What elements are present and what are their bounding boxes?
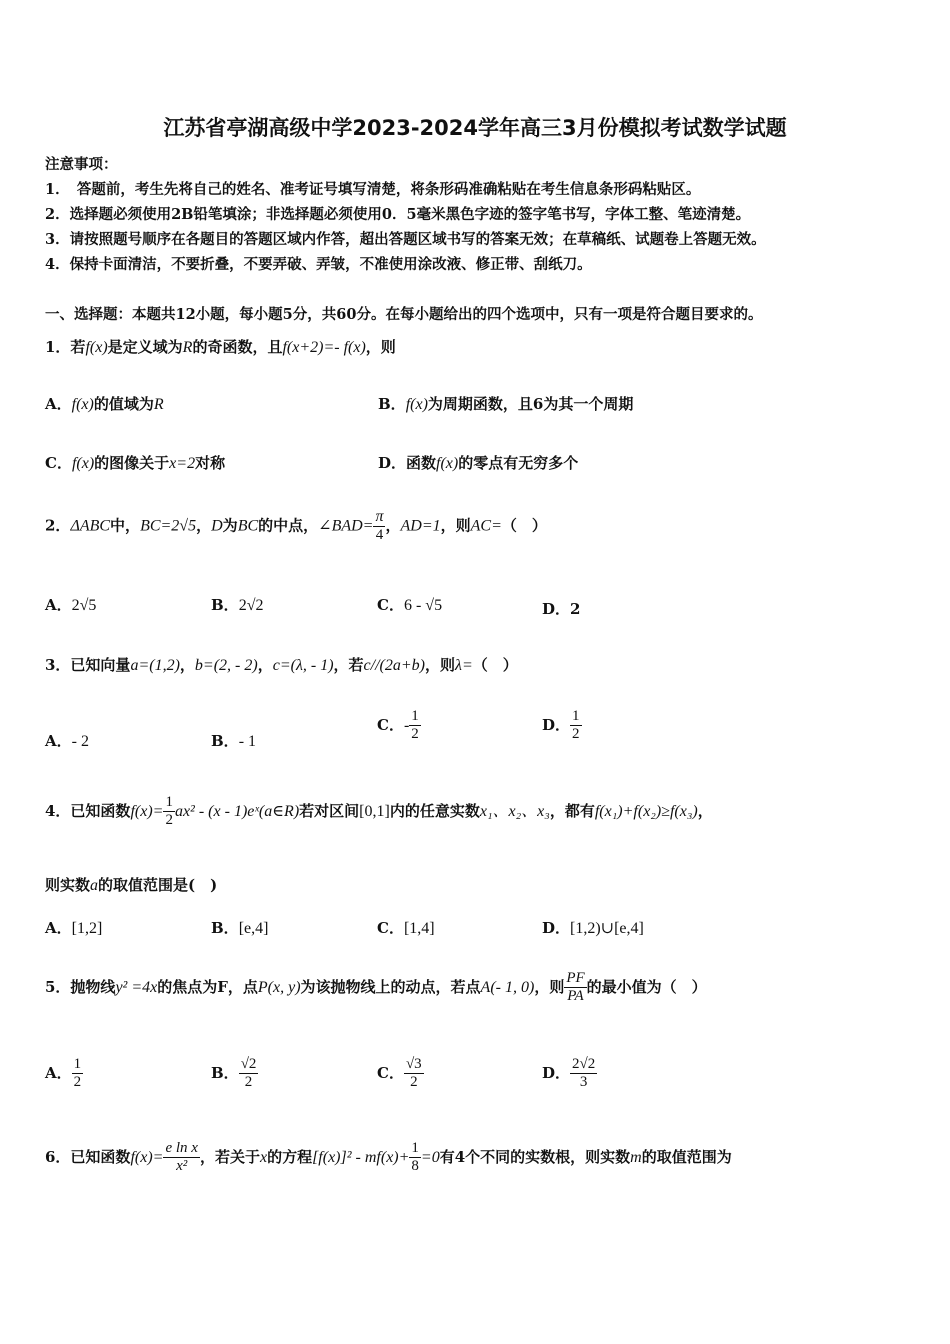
q2-paren: （ ） — [501, 516, 547, 535]
frac-den: 2 — [244, 1074, 253, 1091]
option-label: B． — [211, 1063, 239, 1082]
q4-interval: [0,1] — [359, 802, 390, 820]
q4-text: 内的任意实数 — [389, 801, 480, 820]
q6-text: 的方程 — [267, 1147, 313, 1166]
frac-num: 1 — [409, 1140, 421, 1158]
q4-option-d — [542, 917, 644, 938]
option-fx: f(x) — [71, 455, 95, 472]
notice-item-2: 2．选择题必须使用2B铅笔填涂；非选择题必须使用0．5毫米黑色字迹的签字笔书写，字体工整、笔迹清楚。 — [45, 206, 751, 223]
q2-point-d: D — [211, 517, 223, 535]
q1-text3: ，则 — [365, 338, 396, 356]
option-label: C． — [377, 919, 404, 937]
option-value: 2√5 — [71, 597, 97, 614]
q3-option-c — [377, 708, 421, 744]
q5-option-d — [542, 1056, 597, 1092]
q6-fraction — [163, 1140, 199, 1176]
q6-m: m — [630, 1148, 642, 1166]
option-text: 对称 — [195, 454, 226, 472]
option-sign: - — [403, 716, 410, 734]
q5-ratio — [564, 970, 586, 1006]
q6-function: f(x)= — [130, 1148, 164, 1166]
option-expr: x=2 — [169, 455, 196, 472]
frac-den: 3 — [579, 1074, 588, 1091]
q3-vector-c: c=(λ, - 1) — [272, 657, 334, 674]
q2-triangle: ΔABC — [70, 517, 111, 535]
option-label: C． — [45, 454, 72, 472]
q4-line-2 — [45, 874, 217, 895]
q5-point-p: P(x, y) — [257, 978, 301, 996]
q3-vector-b: b=(2, - 2) — [194, 657, 258, 674]
option-label: B． — [378, 395, 406, 413]
q2-option-d: D．2 — [542, 600, 581, 618]
q4-number: 4．已知函数 — [45, 801, 131, 820]
option-label: D． — [542, 715, 571, 734]
option-value: [1,2)∪[e,4] — [570, 920, 644, 937]
q1-option-b — [378, 393, 633, 414]
option-fraction — [239, 1056, 259, 1092]
q5-equation: y² =4x — [115, 978, 158, 996]
frac-num: √3 — [404, 1056, 424, 1074]
frac-num: 1 — [72, 1056, 84, 1074]
option-value: 2√2 — [238, 597, 264, 614]
q3-condition: c//(2a+b) — [363, 657, 425, 674]
option-label: D．函数 — [378, 454, 437, 472]
q3-option-b — [211, 730, 256, 751]
option-value: - 1 — [238, 733, 257, 750]
frac-num: 1 — [163, 794, 175, 812]
option-text: 的图像关于 — [94, 454, 170, 472]
q4-a: a — [90, 877, 99, 894]
q2-option-c — [377, 594, 442, 615]
q6-x: x — [259, 1148, 268, 1166]
section-heading: 一、选择题：本题共12小题，每小题5分，共60分。在每小题给出的四个选项中，只有一项是符合题目要求的。 — [45, 306, 763, 323]
q1-condition: f(x+2)=- f(x) — [282, 339, 366, 356]
frac-den: x² — [176, 1158, 188, 1175]
q4-variables: x₁、x₂、x₃ — [479, 802, 550, 820]
notice-item-3: 3．请按照题号顺序在各题目的答题区域内作答，超出答题区域书写的答案无效；在草稿纸、试题卷上答题无效。 — [45, 231, 766, 248]
question-1 — [45, 336, 396, 357]
q1-option-a — [45, 393, 164, 414]
q3-text: ，若 — [333, 656, 364, 674]
q5-number: 5．抛物线 — [45, 977, 116, 996]
q4-option-b — [211, 917, 268, 938]
option-label: C． — [377, 715, 404, 734]
q6-equation-end: =0 — [420, 1148, 440, 1166]
frac-den: 2 — [411, 726, 419, 743]
frac-den: 8 — [411, 1158, 419, 1175]
q1-R: R — [182, 339, 193, 356]
frac-den: 2 — [73, 1074, 82, 1091]
frac-den: 2 — [410, 1074, 418, 1091]
option-fraction — [570, 708, 582, 744]
notice-item-4: 4．保持卡面清洁，不要折叠，不要弄破、弄皱，不准使用涂改液、修正带、刮纸刀。 — [45, 256, 592, 273]
option-label: D． — [542, 919, 571, 937]
q4-function-rest: ax² - (x - 1)eˣ(a∈R) — [174, 802, 300, 820]
option-fraction — [72, 1056, 84, 1092]
q4-fraction — [163, 794, 175, 830]
frac-num: 1 — [409, 708, 421, 726]
option-text: 为周期函数，且6为其一个周期 — [427, 395, 634, 413]
option-label: C． — [377, 596, 404, 614]
notice-heading: 注意事项： — [45, 156, 118, 173]
option-text: 的值域为 — [93, 395, 154, 413]
option-label: A． — [45, 919, 72, 937]
q3-option-a — [45, 730, 89, 751]
frac-num: e ln x — [163, 1140, 199, 1158]
q2-angle-fraction — [373, 508, 385, 545]
option-value: [e,4] — [238, 920, 269, 937]
q6-text: 有4个不同的实数根，则实数 — [439, 1147, 631, 1166]
option-label: B． — [211, 919, 239, 937]
option-label: D． — [542, 1063, 571, 1082]
option-fx: f(x) — [71, 396, 94, 413]
q1-option-c — [45, 452, 225, 473]
q3-text: ，则 — [425, 656, 456, 674]
frac-num: √2 — [239, 1056, 259, 1074]
q4-text: 则实数 — [45, 876, 91, 894]
option-label: A． — [45, 732, 72, 750]
frac-den: 2 — [572, 726, 580, 743]
q2-bc: BC=2√5 — [140, 517, 197, 535]
q1-option-d — [378, 452, 578, 473]
q1-text1: 是定义域为 — [107, 338, 183, 356]
q5-text: ，则 — [534, 977, 565, 996]
q3-lambda: λ= — [455, 657, 473, 674]
q6-text: ，若关于 — [199, 1147, 260, 1166]
q4-text: ，都有 — [549, 801, 595, 820]
frac-num: 2√2 — [570, 1056, 597, 1074]
option-value: - 2 — [71, 733, 89, 750]
option-value: [1,4] — [403, 920, 435, 937]
notice-item-1: 1． 答题前，考生先将自己的姓名、准考证号填写清楚，将条形码准确粘贴在考生信息条形码粘贴区。 — [45, 181, 701, 198]
q3-number: 3．已知向量 — [45, 656, 131, 674]
q2-ac: AC= — [470, 517, 502, 535]
question-2 — [45, 508, 547, 545]
question-3 — [45, 654, 518, 675]
option-label: B． — [211, 596, 239, 614]
frac-den: 2 — [165, 812, 173, 829]
q3-vector-a: a=(1,2) — [130, 657, 180, 674]
q1-number: 1．若 — [45, 338, 86, 356]
q5-text: 为该抛物线上的动点，若点 — [300, 977, 481, 996]
q4-option-a — [45, 917, 102, 938]
q2-text: ，则 — [440, 516, 471, 535]
option-label: A． — [45, 596, 72, 614]
option-value: [1,2] — [71, 920, 103, 937]
q1-fx: f(x) — [85, 339, 108, 356]
option-fraction — [409, 708, 421, 744]
q1-text2: 的奇函数，且 — [192, 338, 283, 356]
q4-text: ， — [697, 801, 713, 820]
q2-comma: ， — [385, 516, 401, 535]
question-4 — [45, 794, 713, 830]
q4-option-c — [377, 917, 435, 938]
q3-paren: （ ） — [472, 656, 518, 674]
q2-option-a — [45, 594, 96, 615]
q5-option-c — [377, 1056, 424, 1092]
q3-comma: ， — [257, 656, 273, 674]
option-label: A． — [45, 395, 72, 413]
option-label: C． — [377, 1063, 404, 1082]
frac-den: PA — [567, 988, 584, 1005]
q5-point-a: A(- 1, 0) — [480, 978, 535, 996]
question-6 — [45, 1140, 732, 1176]
q5-option-b — [211, 1056, 258, 1092]
question-5 — [45, 970, 707, 1006]
page-title: 江苏省亭湖高级中学2023-2024学年高三3月份模拟考试数学试题 — [163, 116, 787, 140]
option-value: 6 - √5 — [403, 597, 443, 614]
q2-text: 中， — [110, 516, 141, 535]
q2-option-b — [211, 594, 263, 615]
q6-number: 6．已知函数 — [45, 1147, 131, 1166]
q5-text: 的焦点为F，点 — [157, 977, 258, 996]
frac-num: 1 — [570, 708, 582, 726]
option-fraction — [404, 1056, 424, 1092]
q5-option-a — [45, 1056, 83, 1092]
q4-inequality: f(x₁)+f(x₂)≥f(x₃) — [594, 802, 698, 820]
frac-den: 4 — [375, 527, 384, 544]
option-label: A． — [45, 1063, 72, 1082]
option-R: R — [153, 396, 164, 413]
q2-segment-bc: BC — [237, 517, 259, 535]
option-fx: f(x) — [405, 396, 428, 413]
q3-option-d — [542, 708, 582, 744]
q4-text: 的取值范围是( ) — [98, 876, 218, 894]
frac-num: PF — [564, 970, 586, 988]
q3-comma: ， — [179, 656, 195, 674]
q2-text: 的中点， — [258, 516, 319, 535]
option-fx: f(x) — [436, 455, 459, 472]
option-fraction — [570, 1056, 597, 1092]
q4-text: 若对区间 — [299, 801, 360, 820]
option-label: B． — [211, 732, 239, 750]
q2-angle: ∠BAD= — [318, 517, 374, 535]
q6-eq-fraction — [409, 1140, 421, 1176]
q6-equation: [f(x)]² - mf(x)+ — [312, 1148, 410, 1166]
frac-num: π — [373, 508, 385, 527]
q2-number: 2． — [45, 516, 71, 535]
q2-comma: ， — [196, 516, 212, 535]
q5-text: 的最小值为（ ） — [586, 977, 707, 996]
q2-text: 为 — [222, 516, 238, 535]
option-text: 的零点有无穷多个 — [458, 454, 579, 472]
q6-text: 的取值范围为 — [641, 1147, 732, 1166]
q2-ad: AD=1 — [400, 517, 441, 535]
q4-function: f(x)= — [130, 802, 164, 820]
